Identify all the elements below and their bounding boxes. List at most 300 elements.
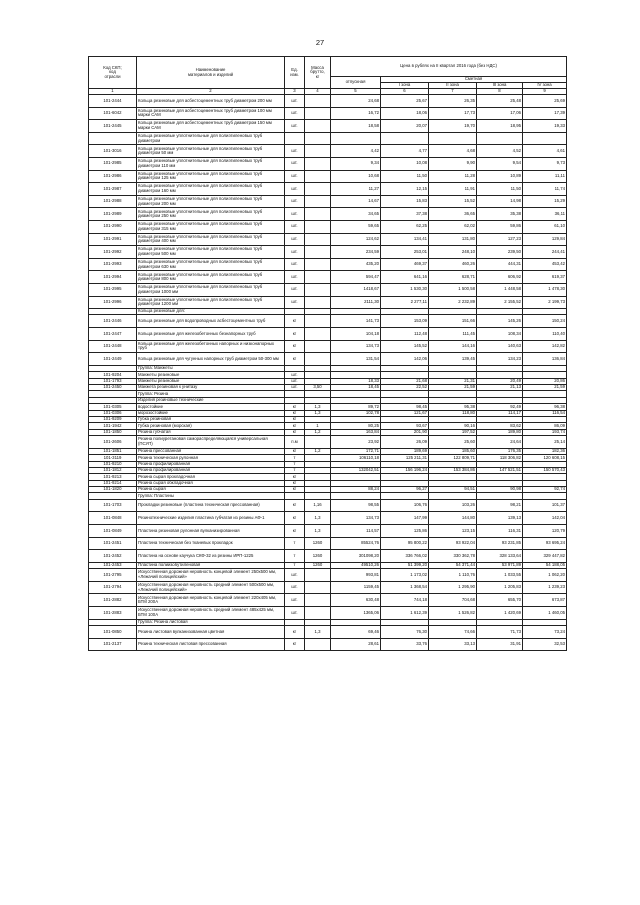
price-zone-4: 61,10 <box>523 220 567 233</box>
price-zone-3: 328 133,64 <box>477 550 523 563</box>
item-name: Кольца резиновые уплотнительные для полиэтиленовых труб диаметром 110 мм <box>137 157 285 170</box>
item-code: 101-2606 <box>89 436 137 449</box>
price-zone-4: 93 695,24 <box>523 537 567 550</box>
price-zone-2 <box>429 132 477 145</box>
price-zone-4: 54 188,05 <box>523 562 567 568</box>
item-code: 101-2988 <box>89 195 137 208</box>
item-name: Резина прессованная <box>137 448 285 454</box>
price-zone-1: 112,48 <box>381 328 429 341</box>
price-zone-3: 10,89 <box>477 170 523 183</box>
price-zone-4: 673,87 <box>523 594 567 607</box>
item-unit: кг <box>285 429 305 435</box>
item-name: Искусственная дорожная неровность концевой элемент 220х405 мм, БТМ 200А <box>137 594 285 607</box>
item-unit: кг <box>285 423 305 429</box>
item-mass <box>305 107 331 120</box>
price-zone-2: 25,60 <box>429 436 477 449</box>
table-row <box>89 581 567 594</box>
price-zone-3: 24,64 <box>477 436 523 449</box>
price-zone-3: 606,92 <box>477 271 523 284</box>
item-name: Кольца резиновые для железобетонных напорных и низконапорных труб <box>137 340 285 353</box>
price-zone-3: 59,86 <box>477 220 523 233</box>
item-unit: кг <box>285 474 305 480</box>
price-otpusknaya: 59,65 <box>331 220 381 233</box>
price-zone-1: 153,09 <box>381 315 429 328</box>
price-zone-2: 54 371,44 <box>429 562 477 568</box>
price-zone-3: 140,63 <box>477 340 523 353</box>
price-zone-1: 12,15 <box>381 183 429 196</box>
item-name: морозостойкие <box>137 410 285 416</box>
price-zone-1 <box>381 132 429 145</box>
price-zone-3: 20,49 <box>477 378 523 384</box>
item-unit: кг <box>285 315 305 328</box>
table-row <box>89 170 567 183</box>
price-zone-2: 151,66 <box>429 315 477 328</box>
item-code: 101-9210 <box>89 461 137 467</box>
price-zone-1: 125 211,31 <box>381 455 429 461</box>
item-mass: 1260 <box>305 550 331 563</box>
item-mass <box>305 315 331 328</box>
item-unit <box>285 132 305 145</box>
table-row <box>89 120 567 133</box>
price-zone-2: 185,60 <box>429 448 477 454</box>
price-otpusknaya: 134,73 <box>331 512 381 525</box>
price-otpusknaya: 80,25 <box>331 423 381 429</box>
price-zone-4: 136,84 <box>523 353 567 366</box>
item-unit: шт. <box>285 581 305 594</box>
item-name: Кольца резиновые уплотнительные для полиэтиленовых труб диаметром 50 мм <box>137 145 285 158</box>
price-zone-4: 101,37 <box>523 499 567 512</box>
price-zone-1: 1 530,30 <box>381 283 429 296</box>
price-zone-2: 21,59 <box>429 385 477 391</box>
item-mass: 1,3 <box>305 410 331 416</box>
price-zone-2: 131,80 <box>429 233 477 246</box>
item-mass <box>305 220 331 233</box>
price-zone-4: 36,11 <box>523 208 567 221</box>
item-code: 101-2882 <box>89 594 137 607</box>
item-mass: 1260 <box>305 537 331 550</box>
price-zone-3: 147 521,51 <box>477 467 523 473</box>
item-code: 101-2985 <box>89 157 137 170</box>
col-number: 1 <box>89 89 137 95</box>
item-name: Искусственная дорожная неровность средний элемент 500х500 мм, «Лежачий полицейский» <box>137 581 285 594</box>
price-zone-2: 94,51 <box>429 487 477 493</box>
item-code: 101-0305 <box>89 404 137 410</box>
price-zone-3: 83,62 <box>477 423 523 429</box>
price-zone-1: 744,18 <box>381 594 429 607</box>
price-zone-2: 123,15 <box>429 525 477 538</box>
price-zone-4: 11,74 <box>523 183 567 196</box>
item-unit: т <box>285 550 305 563</box>
item-mass: 1,3 <box>305 404 331 410</box>
price-zone-1: 76,30 <box>381 626 429 639</box>
price-otpusknaya: 14,67 <box>331 195 381 208</box>
price-zone-4: 21,59 <box>523 385 567 391</box>
item-name: Группа: Резина листовая <box>137 619 285 625</box>
price-zone-2: 153 384,86 <box>429 467 477 473</box>
item-code: 101-3016 <box>89 145 137 158</box>
price-zone-3: 14,98 <box>477 195 523 208</box>
item-name: Искусственная дорожная неровность концевой элемент 250х500 мм, «Лежачий полицейский» <box>137 569 285 582</box>
price-zone-3: 655,70 <box>477 594 523 607</box>
item-unit: кг <box>285 626 305 639</box>
price-zone-1: 62,25 <box>381 220 429 233</box>
item-mass <box>305 157 331 170</box>
price-zone-1: 121,67 <box>381 410 429 416</box>
col-number: 6 <box>381 89 429 95</box>
table-row <box>89 340 567 353</box>
price-zone-1: 11,50 <box>381 170 429 183</box>
item-name: Резина профилированная <box>137 461 285 467</box>
price-zone-3: 108,34 <box>477 328 523 341</box>
item-mass <box>305 195 331 208</box>
item-code: 101-2451 <box>89 537 137 550</box>
price-zone-3: 53 971,89 <box>477 562 523 568</box>
item-mass <box>305 258 331 271</box>
item-unit: шт. <box>285 246 305 259</box>
price-otpusknaya: 435,20 <box>331 258 381 271</box>
price-zone-2: 11,91 <box>429 183 477 196</box>
item-code: 101-2995 <box>89 283 137 296</box>
table-row <box>89 208 567 221</box>
item-name: Кольца резиновые уплотнительные для полиэтиленовых труб диаметром 1000 мм <box>137 283 285 296</box>
price-zone-2: 330 362,78 <box>429 550 477 563</box>
price-otpusknaya: 18,45 <box>331 385 381 391</box>
item-mass <box>305 607 331 620</box>
item-name: Кольца резиновые уплотнительные для полиэтиленовых труб диаметром 800 мм <box>137 271 285 284</box>
price-zone-4: 73,24 <box>523 626 567 639</box>
price-zone-3: 1 205,83 <box>477 581 523 594</box>
price-zone-4: 142,82 <box>523 340 567 353</box>
price-zone-3: 4,52 <box>477 145 523 158</box>
price-zone-2: 139,45 <box>429 353 477 366</box>
price-zone-2: 95,38 <box>429 404 477 410</box>
price-otpusknaya: 106110,18 <box>331 455 381 461</box>
item-unit: кг <box>285 353 305 366</box>
item-mass <box>305 132 331 145</box>
item-name: Кольца резиновые для железобетонных безнапорных труб <box>137 328 285 341</box>
price-zone-3: 11,50 <box>477 183 523 196</box>
price-zone-1: 641,16 <box>381 271 429 284</box>
item-code <box>89 132 137 145</box>
price-zone-2: 103,26 <box>429 499 477 512</box>
price-zone-2: 15,52 <box>429 195 477 208</box>
price-otpusknaya: 24,68 <box>331 95 381 108</box>
price-zone-1: 253,01 <box>381 246 429 259</box>
item-name: Пластина резиновая рулонная вулканизированная <box>137 525 285 538</box>
header-name: Наименование материалов и изделий <box>137 57 285 89</box>
item-mass <box>305 233 331 246</box>
item-code: 101-1793 <box>89 378 137 384</box>
item-mass <box>305 594 331 607</box>
price-zone-4: 1 239,23 <box>523 581 567 594</box>
item-code: 101-2446 <box>89 315 137 328</box>
item-name: Губка резиновая (морская) <box>137 423 285 429</box>
price-zone-4: 182,36 <box>523 448 567 454</box>
price-zone-1: 4,77 <box>381 145 429 158</box>
price-zone-4: 150,24 <box>523 315 567 328</box>
item-code: 101-0850 <box>89 626 137 639</box>
price-zone-4: 1 062,20 <box>523 569 567 582</box>
item-unit: кг <box>285 410 305 416</box>
item-unit: шт. <box>285 271 305 284</box>
price-otpusknaya: 4,42 <box>331 145 381 158</box>
price-otpusknaya: 49510,26 <box>331 562 381 568</box>
item-unit: п.м <box>285 436 305 449</box>
price-zone-4: 96,38 <box>523 404 567 410</box>
item-mass <box>305 208 331 221</box>
item-code: 101-2449 <box>89 353 137 366</box>
price-zone-2: 11,28 <box>429 170 477 183</box>
price-zone-1: 201,90 <box>381 429 429 435</box>
item-name: Манжеты резиновые <box>137 372 285 378</box>
price-zone-2: 628,71 <box>429 271 477 284</box>
header-otpusknaya: отпускная <box>331 77 381 89</box>
price-zone-4: 150 570,43 <box>523 467 567 473</box>
table-row <box>89 233 567 246</box>
price-zone-3: 114,17 <box>477 410 523 416</box>
item-mass <box>305 436 331 449</box>
item-unit: кг <box>285 638 305 651</box>
item-code: 101-6042 <box>89 107 137 120</box>
price-zone-4: 120,79 <box>523 525 567 538</box>
item-name: Кольца резиновые уплотнительные для полиэтиленовых труб диаметром 1200 мм <box>137 296 285 309</box>
item-unit: кг <box>285 512 305 525</box>
price-zone-1: 156 196,24 <box>381 467 429 473</box>
price-zone-4: 129,84 <box>523 233 567 246</box>
header-code: Код СКП; код отрасли <box>89 57 137 89</box>
price-zone-3: 118 306,82 <box>477 455 523 461</box>
item-unit: шт. <box>285 183 305 196</box>
price-otpusknaya: 28,61 <box>331 638 381 651</box>
item-mass <box>305 183 331 196</box>
price-zone-4: 25,14 <box>523 436 567 449</box>
price-zone-3: 127,23 <box>477 233 523 246</box>
price-zone-1: 21,68 <box>381 378 429 384</box>
price-zone-4: 329 447,82 <box>523 550 567 563</box>
item-name: Искусственная дорожная неровность средний элемент 485х425 мм, БТМ 100А <box>137 607 285 620</box>
item-code: 101-2445 <box>89 120 137 133</box>
table-row <box>89 525 567 538</box>
item-unit: шт. <box>285 372 305 378</box>
item-name: Пластина полиизобутиленовая <box>137 562 285 568</box>
price-zone-2: 111,45 <box>429 328 477 341</box>
item-code: 101-3119 <box>89 455 137 461</box>
price-zone-2: 4,68 <box>429 145 477 158</box>
price-zone-4: 142,04 <box>523 512 567 525</box>
price-zone-1: 469,37 <box>381 258 429 271</box>
table-row <box>89 157 567 170</box>
item-code: 101-2990 <box>89 220 137 233</box>
item-name: Кольца резиновые для асбестоцементных труб диаметром 100 мм марки САМ <box>137 107 285 120</box>
price-otpusknaya: 18,33 <box>331 378 381 384</box>
price-zone-1: 1 612,39 <box>381 607 429 620</box>
price-zone-1: 93,67 <box>381 423 429 429</box>
price-otpusknaya: 131,54 <box>331 353 381 366</box>
price-otpusknaya: 163,84 <box>331 429 381 435</box>
page-number: 27 <box>315 38 325 47</box>
item-code: 101-1703 <box>89 499 137 512</box>
table-row <box>89 220 567 233</box>
item-code: 101-2996 <box>89 296 137 309</box>
item-unit: т <box>285 537 305 550</box>
price-otpusknaya: 1365,06 <box>331 607 381 620</box>
price-zone-1: 1 173,02 <box>381 569 429 582</box>
price-zone-2: 90,16 <box>429 423 477 429</box>
item-name: Губка резиновая <box>137 416 285 422</box>
item-code: 101-2992 <box>89 246 137 259</box>
price-zone-2: 2 232,89 <box>429 296 477 309</box>
item-name: Пластина техническая без тканевых прокладок <box>137 537 285 550</box>
item-unit: шт. <box>285 385 305 391</box>
price-otpusknaya: 85524,76 <box>331 537 381 550</box>
item-name: Резина сырая обкладочная <box>137 480 285 486</box>
price-zone-4: 92,74 <box>523 487 567 493</box>
item-unit: кг <box>285 404 305 410</box>
price-otpusknaya: 89,72 <box>331 404 381 410</box>
price-zone-4: 1 478,30 <box>523 283 567 296</box>
price-zone-2: 1 526,82 <box>429 607 477 620</box>
item-mass: 1260 <box>305 562 331 568</box>
price-zone-3: 1 420,69 <box>477 607 523 620</box>
price-zone-1: 189,69 <box>381 448 429 454</box>
table-row <box>89 436 567 449</box>
item-name: Манжета резиновая к унитазу <box>137 385 285 391</box>
price-zone-4: 86,09 <box>523 423 567 429</box>
price-zone-4: 32,53 <box>523 638 567 651</box>
price-otpusknaya: 594,47 <box>331 271 381 284</box>
price-otpusknaya: 69,46 <box>331 626 381 639</box>
item-unit: шт. <box>285 95 305 108</box>
item-code: 101-2448 <box>89 340 137 353</box>
item-unit: шт. <box>285 195 305 208</box>
price-zone-2: 93 922,04 <box>429 537 477 550</box>
table-row <box>89 638 567 651</box>
table-row <box>89 626 567 639</box>
price-zone-2: 460,26 <box>429 258 477 271</box>
price-zone-1: 33,76 <box>381 638 429 651</box>
item-name: Резина губчатая <box>137 429 285 435</box>
item-name: Резина техническая рулонная <box>137 455 285 461</box>
price-otpusknaya: 2111,30 <box>331 296 381 309</box>
price-zone-3: 9,54 <box>477 157 523 170</box>
price-otpusknaya: 104,18 <box>331 328 381 341</box>
price-zone-3: 71,73 <box>477 626 523 639</box>
price-zone-1: 125,86 <box>381 525 429 538</box>
item-name: водостойкие <box>137 404 285 410</box>
price-zone-3: 1 033,55 <box>477 569 523 582</box>
item-mass: 1,3 <box>305 512 331 525</box>
price-zone-4: 453,42 <box>523 258 567 271</box>
table-row <box>89 569 567 582</box>
price-zone-4: 110,40 <box>523 328 567 341</box>
price-zone-1: 142,06 <box>381 353 429 366</box>
item-mass <box>305 581 331 594</box>
price-zone-4: 116,54 <box>523 410 567 416</box>
item-mass <box>305 296 331 309</box>
price-zone-1: 106,76 <box>381 499 429 512</box>
price-zone-2: 1 110,76 <box>429 569 477 582</box>
price-zone-3: 189,80 <box>477 429 523 435</box>
price-zone-4: 25,69 <box>523 95 567 108</box>
price-zone-3: 116,31 <box>477 525 523 538</box>
item-code: 101-2883 <box>89 607 137 620</box>
item-unit: кг <box>285 340 305 353</box>
item-unit: шт. <box>285 220 305 233</box>
item-name: Кольца резиновые уплотнительные для полиэтиленовых труб диаметром 315 мм <box>137 220 285 233</box>
item-mass <box>305 638 331 651</box>
price-otpusknaya: 10,68 <box>331 170 381 183</box>
price-zone-2: 74,66 <box>429 626 477 639</box>
price-zone-4: 193,74 <box>523 429 567 435</box>
price-zone-3: 145,26 <box>477 315 523 328</box>
item-unit: кг <box>285 416 305 422</box>
item-unit: т <box>285 455 305 461</box>
price-otpusknaya: 301098,20 <box>331 550 381 563</box>
item-code: 101-0306 <box>89 410 137 416</box>
price-zone-2: 9,90 <box>429 157 477 170</box>
header-zone-3: III зона <box>477 83 523 89</box>
price-zone-1: 336 766,02 <box>381 550 429 563</box>
price-zone-1: 51 399,20 <box>381 562 429 568</box>
price-zone-3: 98,21 <box>477 499 523 512</box>
item-unit: кг <box>285 487 305 493</box>
item-mass <box>305 120 331 133</box>
item-mass <box>305 95 331 108</box>
item-unit: шт. <box>285 283 305 296</box>
item-mass <box>305 283 331 296</box>
price-otpusknaya: 23,92 <box>331 436 381 449</box>
item-unit: кг <box>285 525 305 538</box>
item-name: Кольца резиновые уплотнительные для полиэтиленовых труб диаметром 200 мм <box>137 195 285 208</box>
price-zone-4: 17,39 <box>523 107 567 120</box>
item-mass <box>305 353 331 366</box>
item-code: 101-9213 <box>89 474 137 480</box>
item-code: 101-9209 <box>89 416 137 422</box>
header-unit: Ед. изм. <box>285 57 305 89</box>
item-name: Кольца резиновые для чугунных напорных труб диаметром 50-300 мм <box>137 353 285 366</box>
price-zone-4: 2 199,73 <box>523 296 567 309</box>
header-smetnaya: Сметная <box>381 77 567 83</box>
item-code: 101-2987 <box>89 183 137 196</box>
price-zone-3: 93 231,85 <box>477 537 523 550</box>
item-mass <box>305 328 331 341</box>
header-zone-4: IV зона <box>523 83 567 89</box>
table-row <box>89 328 567 341</box>
item-mass: 1 <box>305 423 331 429</box>
item-code: 101-9214 <box>89 480 137 486</box>
item-unit: т <box>285 461 305 467</box>
col-number: 4 <box>305 89 331 95</box>
item-unit: шт. <box>285 378 305 384</box>
item-unit: шт. <box>285 594 305 607</box>
item-mass: 1,16 <box>305 499 331 512</box>
item-code: 101-2794 <box>89 581 137 594</box>
price-zone-2: 1 500,58 <box>429 283 477 296</box>
item-mass <box>305 170 331 183</box>
price-zone-4: 19,33 <box>523 120 567 133</box>
price-zone-3: 18,95 <box>477 120 523 133</box>
price-zone-1: 15,83 <box>381 195 429 208</box>
table-row <box>89 283 567 296</box>
item-mass: 1,2 <box>305 429 331 435</box>
item-name: Пластина на основе каучука СКФ-32 из резины ИРП-1225 <box>137 550 285 563</box>
col-number: 2 <box>137 89 285 95</box>
price-zone-1: 10,08 <box>381 157 429 170</box>
item-mass: 1,3 <box>305 626 331 639</box>
price-otpusknaya: 993,81 <box>331 569 381 582</box>
item-code: 101-2993 <box>89 258 137 271</box>
table-row <box>89 512 567 525</box>
